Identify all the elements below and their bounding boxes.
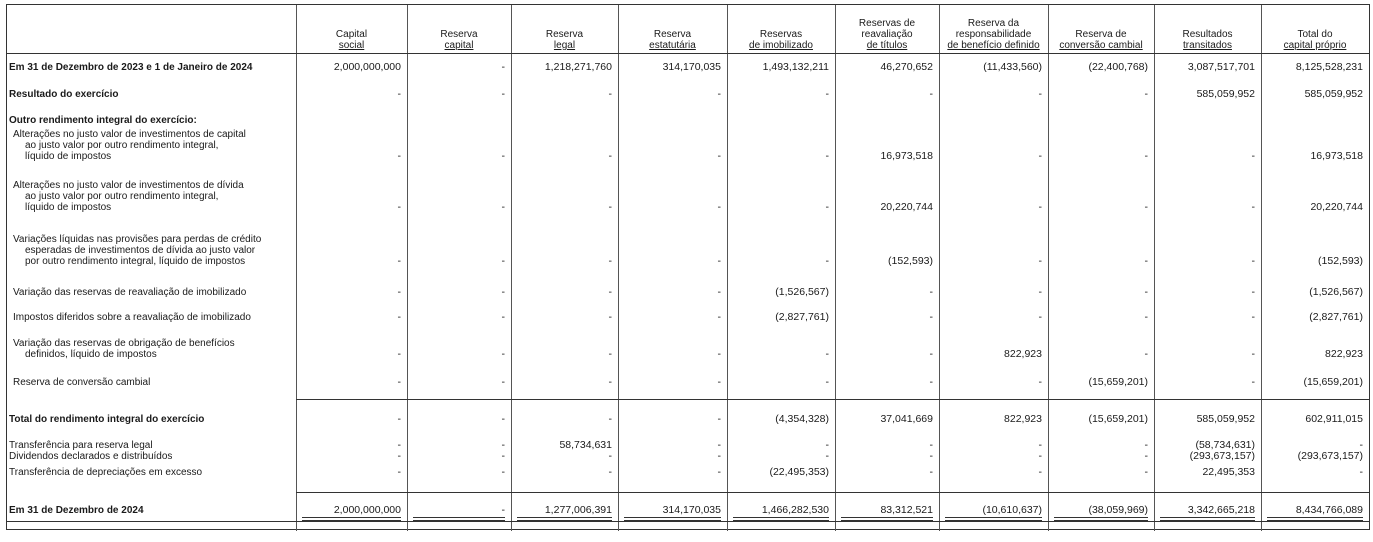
table-cell: 602,911,015 xyxy=(1305,413,1363,425)
column-header-line: conversão cambial xyxy=(1059,40,1143,51)
table-cell: - xyxy=(1144,88,1148,100)
table-cell: 314,170,035 xyxy=(662,61,721,73)
row-label xyxy=(9,467,293,478)
column-header xyxy=(618,7,727,51)
table-cell: - xyxy=(501,286,505,298)
row-label-line: Transferência para reserva legal xyxy=(9,440,153,451)
table-cell: - xyxy=(825,450,829,462)
column-header-line: Total do xyxy=(1297,29,1333,40)
table-cell: - xyxy=(929,348,933,360)
table-cell: - xyxy=(501,439,505,451)
column-header xyxy=(296,7,407,51)
double-underline xyxy=(841,517,933,521)
table-cell: - xyxy=(1038,286,1042,298)
table-cell: - xyxy=(501,201,505,213)
table-cell: - xyxy=(397,286,401,298)
table-cell: 585,059,952 xyxy=(1304,88,1363,100)
table-cell: - xyxy=(717,439,721,451)
column-header-line: Reserva de xyxy=(1075,29,1127,40)
column-header-line: Reserva xyxy=(545,29,584,40)
row-label-line: definidos, líquido de impostos xyxy=(25,349,157,360)
table-cell: - xyxy=(1144,201,1148,213)
table-cell: (15,659,201) xyxy=(1088,376,1148,388)
table-cell: - xyxy=(929,286,933,298)
table-cell: (1,526,567) xyxy=(1309,286,1363,298)
double-underline xyxy=(1267,517,1363,521)
table-cell: 22,495,353 xyxy=(1202,466,1255,478)
table-cell: - xyxy=(1038,376,1042,388)
table-cell: - xyxy=(608,88,612,100)
table-cell: (293,673,157) xyxy=(1297,450,1363,462)
table-cell: - xyxy=(501,61,505,73)
total-rule xyxy=(296,492,1369,493)
column-header-line: transitados xyxy=(1183,40,1232,51)
column-header-line: Reservas de xyxy=(858,18,916,29)
table-cell: - xyxy=(717,466,721,478)
table-cell: - xyxy=(1251,286,1255,298)
table-cell: 3,342,665,218 xyxy=(1187,504,1255,516)
column-header-line: Resultados xyxy=(1182,29,1233,40)
table-cell: - xyxy=(1144,311,1148,323)
table-cell: - xyxy=(1038,439,1042,451)
table-cell: - xyxy=(397,255,401,267)
table-cell: - xyxy=(1251,201,1255,213)
column-header-line: Reserva xyxy=(653,29,692,40)
double-underline xyxy=(413,517,505,521)
row-label-line: Outro rendimento integral do exercício: xyxy=(9,115,197,126)
table-cell: - xyxy=(825,150,829,162)
table-cell: (15,659,201) xyxy=(1303,376,1363,388)
table-cell: 16,973,518 xyxy=(880,150,933,162)
row-label-line: Em 31 de Dezembro de 2023 e 1 de Janeiro de 2024 xyxy=(9,62,253,73)
table-cell: - xyxy=(1038,88,1042,100)
table-cell: - xyxy=(397,413,401,425)
table-cell: - xyxy=(717,450,721,462)
row-label-line: Alterações no justo valor de investimentos de dívida xyxy=(13,180,244,191)
table-cell: - xyxy=(1359,466,1363,478)
column-header xyxy=(939,7,1048,51)
table-cell: - xyxy=(608,311,612,323)
row-label xyxy=(9,180,293,213)
column-header-line: responsabilidade xyxy=(955,29,1032,40)
column-header-line: de benefício definido xyxy=(947,40,1040,51)
table-cell: - xyxy=(929,88,933,100)
table-cell: - xyxy=(1038,150,1042,162)
column-header-line: capital próprio xyxy=(1283,40,1347,51)
table-cell: - xyxy=(1251,255,1255,267)
table-cell: - xyxy=(1144,439,1148,451)
table-cell: - xyxy=(608,450,612,462)
table-cell: 20,220,744 xyxy=(1310,201,1363,213)
table-cell: - xyxy=(1144,348,1148,360)
table-cell: - xyxy=(717,255,721,267)
table-cell: 314,170,035 xyxy=(662,504,721,516)
column-header-line: reavaliação xyxy=(861,29,913,40)
table-cell: 822,923 xyxy=(1325,348,1363,360)
table-cell: 822,923 xyxy=(1004,413,1042,425)
table-cell: 585,059,952 xyxy=(1196,413,1255,425)
table-cell: 46,270,652 xyxy=(880,61,933,73)
row-label xyxy=(9,451,293,462)
subtotal-rule xyxy=(296,399,1369,400)
table-cell: (2,827,761) xyxy=(775,311,829,323)
table-cell: 1,493,132,211 xyxy=(762,61,829,73)
bottom-rule xyxy=(7,521,1369,522)
row-label-line: Reserva de conversão cambial xyxy=(13,377,151,388)
table-cell: - xyxy=(501,348,505,360)
row-label-line: Alterações no justo valor de investimentos de capital xyxy=(13,129,246,140)
table-cell: 2,000,000,000 xyxy=(333,61,401,73)
row-label xyxy=(9,62,293,73)
row-label-line: Total do rendimento integral do exercício xyxy=(9,414,205,425)
column-header xyxy=(727,7,835,51)
row-label-line: Impostos diferidos sobre a reavaliação de imobilizado xyxy=(13,312,251,323)
table-cell: 83,312,521 xyxy=(880,504,933,516)
table-cell: - xyxy=(1144,450,1148,462)
table-cell: - xyxy=(501,413,505,425)
row-label-line: Resultado do exercício xyxy=(9,89,119,100)
row-label xyxy=(9,234,293,267)
table-cell: - xyxy=(397,376,401,388)
table-cell: - xyxy=(717,88,721,100)
table-cell: - xyxy=(1251,348,1255,360)
table-cell: - xyxy=(1038,255,1042,267)
equity-statement-table xyxy=(6,4,1370,530)
table-cell: - xyxy=(1038,466,1042,478)
row-label-line: líquido de impostos xyxy=(25,151,112,162)
column-header xyxy=(511,7,618,51)
row-label xyxy=(9,312,293,323)
table-cell: - xyxy=(929,466,933,478)
table-cell: - xyxy=(608,376,612,388)
table-cell: (10,610,637) xyxy=(982,504,1042,516)
column-header-line: de títulos xyxy=(866,40,908,51)
row-label-line: Variações líquidas nas provisões para perdas de crédito xyxy=(13,234,262,245)
table-cell: - xyxy=(825,376,829,388)
table-cell: 2,000,000,000 xyxy=(333,504,401,516)
column-header xyxy=(407,7,511,51)
row-label-line: Variação das reservas de reavaliação de imobilizado xyxy=(13,287,247,298)
table-cell: (15,659,201) xyxy=(1088,413,1148,425)
table-cell: - xyxy=(1251,150,1255,162)
column-header xyxy=(1154,7,1261,51)
table-cell: - xyxy=(397,311,401,323)
table-cell: - xyxy=(397,150,401,162)
row-label xyxy=(9,505,293,516)
table-cell: - xyxy=(825,201,829,213)
table-cell: - xyxy=(825,439,829,451)
table-cell: - xyxy=(1144,286,1148,298)
table-cell: - xyxy=(501,450,505,462)
table-cell: - xyxy=(397,466,401,478)
table-cell: - xyxy=(929,376,933,388)
table-cell: - xyxy=(717,348,721,360)
table-cell: - xyxy=(608,201,612,213)
row-label-line: ao justo valor por outro rendimento integral, xyxy=(25,191,219,202)
row-label-line: Transferência de depreciações em excesso xyxy=(9,467,203,478)
row-label xyxy=(9,89,293,100)
column-header-line: capital xyxy=(444,40,474,51)
table-cell: 3,087,517,701 xyxy=(1187,61,1255,73)
table-cell: - xyxy=(825,348,829,360)
column-header-line: legal xyxy=(553,40,576,51)
table-cell: 822,923 xyxy=(1004,348,1042,360)
row-label xyxy=(9,414,293,425)
double-underline xyxy=(733,517,829,521)
table-cell: - xyxy=(1038,311,1042,323)
table-cell: - xyxy=(1359,439,1363,451)
table-cell: - xyxy=(717,376,721,388)
table-cell: (22,495,353) xyxy=(769,466,829,478)
table-cell: - xyxy=(717,413,721,425)
column-header-line: de imobilizado xyxy=(749,40,813,51)
header-rule xyxy=(7,53,1369,54)
column-header-line: Reserva xyxy=(440,29,478,40)
row-label-line: líquido de impostos xyxy=(25,202,112,213)
table-cell: - xyxy=(717,286,721,298)
table-cell: - xyxy=(825,255,829,267)
row-label xyxy=(9,129,293,162)
table-cell: - xyxy=(608,150,612,162)
table-cell: - xyxy=(1038,450,1042,462)
table-cell: - xyxy=(608,286,612,298)
table-cell: (293,673,157) xyxy=(1189,450,1255,462)
table-cell: (152,593) xyxy=(888,255,933,267)
column-header-line: estatutária xyxy=(649,40,696,51)
column-header-line: social xyxy=(338,40,365,51)
double-underline xyxy=(624,517,721,521)
row-label xyxy=(9,115,293,126)
table-cell: (1,526,567) xyxy=(775,286,829,298)
row-label-line: por outro rendimento integral, líquido de impostos xyxy=(25,256,246,267)
table-cell: - xyxy=(608,466,612,478)
table-cell: - xyxy=(608,255,612,267)
table-cell: - xyxy=(929,311,933,323)
table-cell: - xyxy=(825,88,829,100)
double-underline xyxy=(945,517,1042,521)
table-cell: 1,277,006,391 xyxy=(544,504,612,516)
row-label-line: Em 31 de Dezembro de 2024 xyxy=(9,505,144,516)
table-cell: (58,734,631) xyxy=(1195,439,1255,451)
table-cell: 8,434,766,089 xyxy=(1295,504,1363,516)
row-label xyxy=(9,440,293,451)
table-cell: - xyxy=(1144,150,1148,162)
table-cell: - xyxy=(501,376,505,388)
table-cell: 1,218,271,760 xyxy=(544,61,612,73)
table-cell: - xyxy=(929,439,933,451)
table-cell: (4,354,328) xyxy=(775,413,829,425)
table-cell: - xyxy=(929,450,933,462)
row-label xyxy=(9,377,293,388)
table-cell: (22,400,768) xyxy=(1088,61,1148,73)
column-header xyxy=(835,7,939,51)
table-cell: (38,059,969) xyxy=(1088,504,1148,516)
column-header xyxy=(1261,7,1369,51)
table-cell: - xyxy=(397,201,401,213)
table-cell: - xyxy=(397,88,401,100)
table-cell: 1,466,282,530 xyxy=(761,504,829,516)
double-underline xyxy=(302,517,401,521)
column-header-line: Reserva da xyxy=(967,18,1020,29)
table-cell: - xyxy=(717,201,721,213)
table-cell: - xyxy=(501,255,505,267)
double-underline xyxy=(1160,517,1255,521)
table-cell: - xyxy=(1144,466,1148,478)
row-label xyxy=(9,287,293,298)
table-cell: 37,041,669 xyxy=(880,413,933,425)
table-cell: - xyxy=(501,150,505,162)
table-cell: (2,827,761) xyxy=(1309,311,1363,323)
table-cell: 16,973,518 xyxy=(1310,150,1363,162)
row-label-line: Variação das reservas de obrigação de benefícios xyxy=(13,338,235,349)
table-cell: - xyxy=(608,348,612,360)
table-cell: - xyxy=(1251,376,1255,388)
column-header xyxy=(1048,7,1154,51)
row-label-line: Dividendos declarados e distribuídos xyxy=(9,451,173,462)
double-underline xyxy=(517,517,612,521)
table-cell: 585,059,952 xyxy=(1196,88,1255,100)
table-cell: - xyxy=(1038,201,1042,213)
column-header-line: Capital xyxy=(335,29,368,40)
column-header-line: Reservas xyxy=(759,29,803,40)
table-cell: - xyxy=(717,150,721,162)
table-cell: - xyxy=(1144,255,1148,267)
table-cell: - xyxy=(717,311,721,323)
row-label xyxy=(9,338,293,360)
table-cell: - xyxy=(501,88,505,100)
row-label-line: esperadas de investimentos de dívida ao justo valor xyxy=(25,245,256,256)
double-underline xyxy=(1054,517,1148,521)
table-cell: - xyxy=(501,311,505,323)
table-cell: - xyxy=(1251,311,1255,323)
table-cell: - xyxy=(397,348,401,360)
table-cell: - xyxy=(608,413,612,425)
table-cell: 8,125,528,231 xyxy=(1295,61,1363,73)
table-cell: - xyxy=(397,450,401,462)
table-cell: - xyxy=(501,466,505,478)
table-cell: - xyxy=(501,504,505,516)
table-cell: 20,220,744 xyxy=(880,201,933,213)
table-cell: (11,433,560) xyxy=(983,61,1042,73)
row-label-line: ao justo valor por outro rendimento integral, xyxy=(25,140,219,151)
table-cell: (152,593) xyxy=(1318,255,1363,267)
table-cell: - xyxy=(397,439,401,451)
table-cell: 58,734,631 xyxy=(559,439,612,451)
